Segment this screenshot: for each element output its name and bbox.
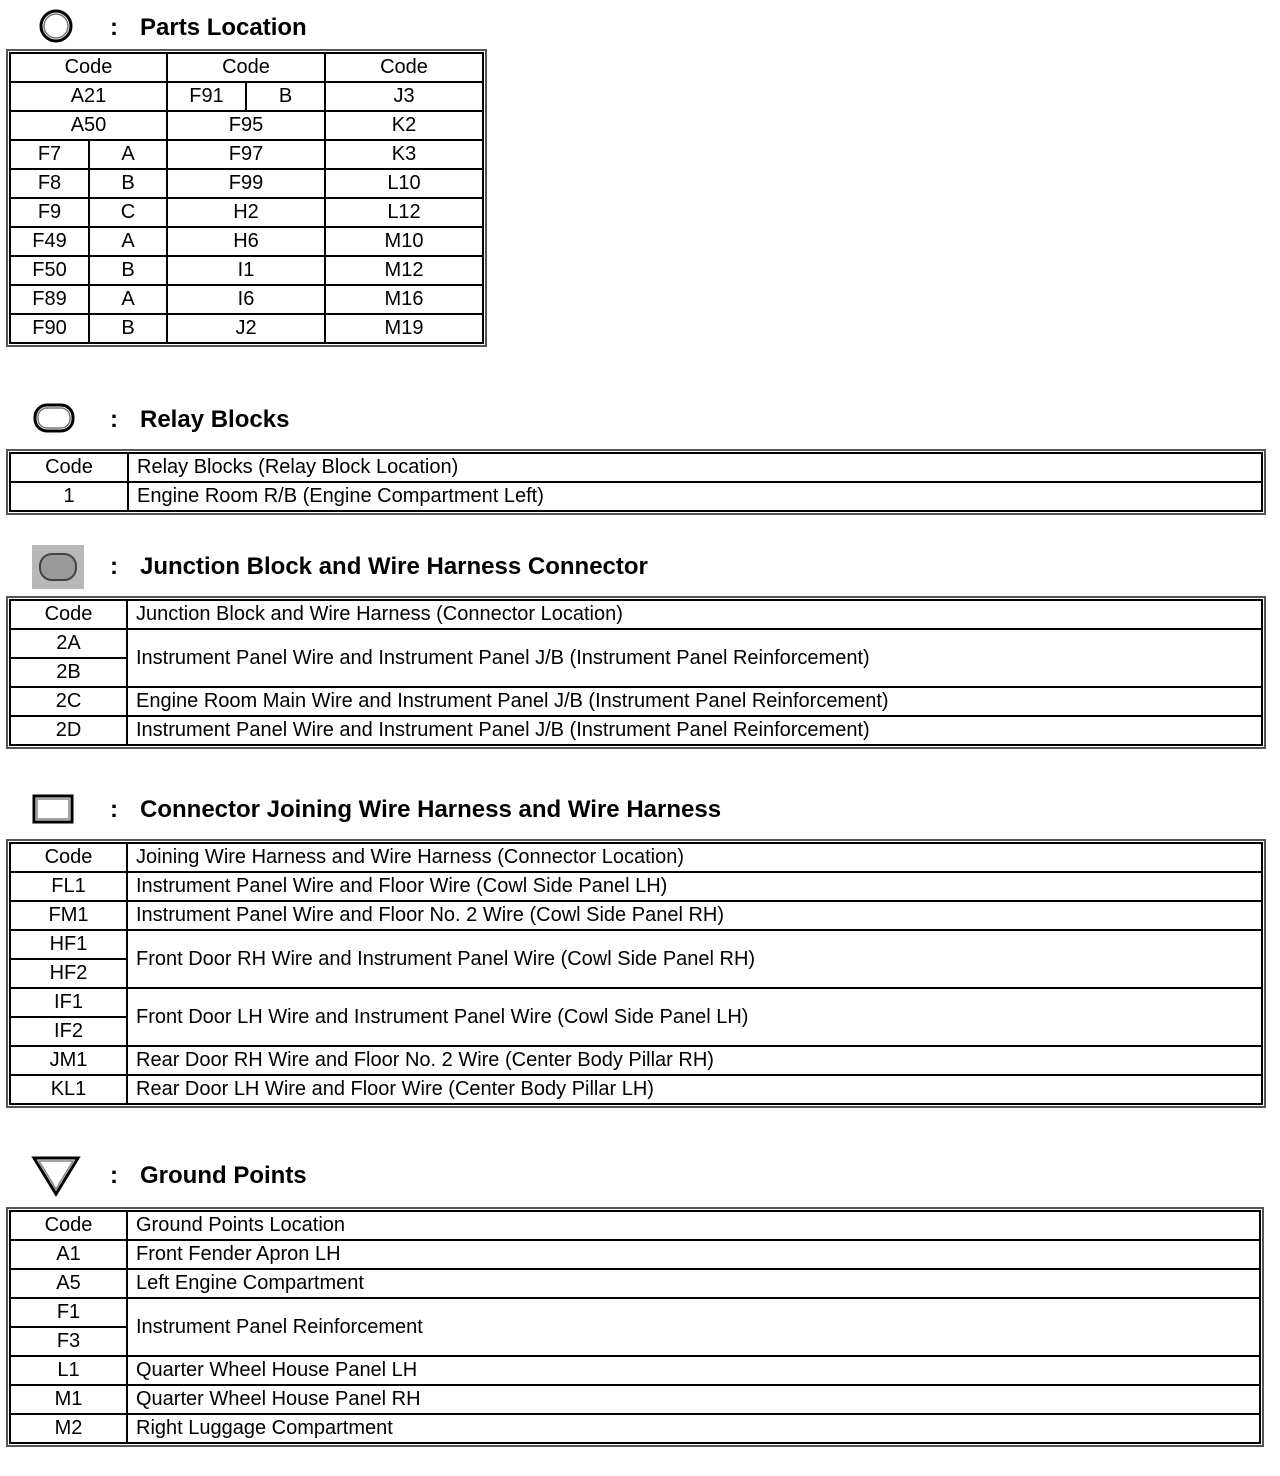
table-header-row <box>10 600 1262 629</box>
code-cell: FL1 <box>10 872 127 901</box>
table-row <box>10 930 1262 959</box>
shaded-rounded-rect-icon <box>28 545 88 589</box>
section-title: Relay Blocks <box>140 406 290 433</box>
section-title: Junction Block and Wire Harness Connector <box>140 553 648 580</box>
code-cell: F97 <box>167 140 325 169</box>
code-cell: FM1 <box>10 901 127 930</box>
code-cell: M19 <box>325 314 483 343</box>
suffix-cell: B <box>89 256 167 285</box>
description-cell: Front Door LH Wire and Instrument Panel Wire (Cowl Side Panel LH) <box>127 988 1262 1046</box>
code-cell: M16 <box>325 285 483 314</box>
code-cell: 2D <box>10 716 127 745</box>
table-row <box>10 872 1262 901</box>
description-cell: Front Door RH Wire and Instrument Panel Wire (Cowl Side Panel RH) <box>127 930 1262 988</box>
description-cell: Instrument Panel Wire and Instrument Panel J/B (Instrument Panel Reinforcement) <box>127 629 1262 687</box>
table-row <box>10 1269 1260 1298</box>
parts-location-table <box>9 52 484 344</box>
table-row <box>10 1356 1260 1385</box>
table-row <box>10 901 1262 930</box>
code-cell: A5 <box>10 1269 127 1298</box>
table-row <box>10 169 483 198</box>
code-cell: F91 <box>167 82 246 111</box>
code-cell: 2C <box>10 687 127 716</box>
description-cell: Right Luggage Compartment <box>127 1414 1260 1443</box>
header-cell: Code <box>10 843 127 872</box>
description-cell: Quarter Wheel House Panel LH <box>127 1356 1260 1385</box>
table-row <box>10 82 483 111</box>
heading-colon: : <box>110 14 118 41</box>
code-cell: M2 <box>10 1414 127 1443</box>
heading-colon: : <box>110 553 118 580</box>
description-cell: Engine Room R/B (Engine Compartment Left) <box>128 482 1262 511</box>
heading-colon: : <box>110 1162 118 1189</box>
table-row <box>10 1075 1262 1104</box>
code-cell: F3 <box>10 1327 127 1356</box>
table-header-row <box>10 843 1262 872</box>
code-cell: H6 <box>167 227 325 256</box>
code-cell: H2 <box>167 198 325 227</box>
header-cell: Relay Blocks (Relay Block Location) <box>128 453 1262 482</box>
section-title: Parts Location <box>140 14 307 41</box>
suffix-cell: B <box>89 314 167 343</box>
heading-colon: : <box>110 796 118 823</box>
circle-outline-icon <box>28 6 88 46</box>
rounded-rect-outline-icon <box>28 398 88 438</box>
table-header-row <box>10 53 483 82</box>
table-row <box>10 1298 1260 1327</box>
code-cell: M10 <box>325 227 483 256</box>
table-row <box>10 285 483 314</box>
code-cell: F99 <box>167 169 325 198</box>
header-cell: Code <box>10 453 128 482</box>
table-row <box>10 227 483 256</box>
description-cell: Rear Door RH Wire and Floor No. 2 Wire (Center Body Pillar RH) <box>127 1046 1262 1075</box>
rectangle-outline-icon <box>28 788 88 828</box>
table-header-row <box>10 453 1262 482</box>
connector-joining-table <box>9 842 1263 1105</box>
code-cell: K3 <box>325 140 483 169</box>
section-title: Ground Points <box>140 1162 307 1189</box>
header-cell: Code <box>10 53 167 82</box>
table-row <box>10 687 1262 716</box>
table-row <box>10 629 1262 658</box>
description-cell: Engine Room Main Wire and Instrument Panel J/B (Instrument Panel Reinforcement) <box>127 687 1262 716</box>
code-cell: F8 <box>10 169 89 198</box>
description-cell: Front Fender Apron LH <box>127 1240 1260 1269</box>
code-cell: J2 <box>167 314 325 343</box>
suffix-cell: A <box>89 285 167 314</box>
code-cell: L10 <box>325 169 483 198</box>
description-cell: Instrument Panel Wire and Floor No. 2 Wire (Cowl Side Panel RH) <box>127 901 1262 930</box>
suffix-cell: A <box>89 140 167 169</box>
relay-blocks-table <box>9 452 1263 512</box>
suffix-cell: A <box>89 227 167 256</box>
code-cell: I6 <box>167 285 325 314</box>
section-title: Connector Joining Wire Harness and Wire Harness <box>140 796 722 823</box>
table-row <box>10 716 1262 745</box>
code-cell: F95 <box>167 111 325 140</box>
code-cell: JM1 <box>10 1046 127 1075</box>
table-row <box>10 482 1262 511</box>
code-cell: F9 <box>10 198 89 227</box>
suffix-cell: B <box>246 82 325 111</box>
code-cell: IF2 <box>10 1017 127 1046</box>
code-cell: M1 <box>10 1385 127 1414</box>
header-cell: Joining Wire Harness and Wire Harness (Connector Location) <box>127 843 1262 872</box>
code-cell: F90 <box>10 314 89 343</box>
table-row <box>10 198 483 227</box>
table-row <box>10 314 483 343</box>
table-row <box>10 1240 1260 1269</box>
code-cell: K2 <box>325 111 483 140</box>
code-cell: IF1 <box>10 988 127 1017</box>
header-cell: Code <box>10 600 127 629</box>
ground-points-table <box>9 1210 1261 1444</box>
code-cell: F49 <box>10 227 89 256</box>
header-cell: Code <box>167 53 325 82</box>
junction-block-table <box>9 599 1263 746</box>
header-cell: Code <box>10 1211 127 1240</box>
code-cell: J3 <box>325 82 483 111</box>
table-row <box>10 256 483 285</box>
header-cell: Junction Block and Wire Harness (Connector Location) <box>127 600 1262 629</box>
table-row <box>10 111 483 140</box>
code-cell: A21 <box>10 82 167 111</box>
code-cell: F7 <box>10 140 89 169</box>
code-cell: 1 <box>10 482 128 511</box>
code-cell: 2A <box>10 629 127 658</box>
description-cell: Quarter Wheel House Panel RH <box>127 1385 1260 1414</box>
suffix-cell: B <box>89 169 167 198</box>
suffix-cell: C <box>89 198 167 227</box>
heading-colon: : <box>110 406 118 433</box>
table-row <box>10 140 483 169</box>
table-row <box>10 1414 1260 1443</box>
code-cell: M12 <box>325 256 483 285</box>
code-cell: L1 <box>10 1356 127 1385</box>
triangle-down-outline-icon <box>28 1154 88 1198</box>
code-cell: A1 <box>10 1240 127 1269</box>
code-cell: F1 <box>10 1298 127 1327</box>
header-cell: Ground Points Location <box>127 1211 1260 1240</box>
table-header-row <box>10 1211 1260 1240</box>
code-cell: HF1 <box>10 930 127 959</box>
code-cell: F89 <box>10 285 89 314</box>
description-cell: Instrument Panel Wire and Instrument Panel J/B (Instrument Panel Reinforcement) <box>127 716 1262 745</box>
description-cell: Instrument Panel Reinforcement <box>127 1298 1260 1356</box>
description-cell: Left Engine Compartment <box>127 1269 1260 1298</box>
table-row <box>10 1385 1260 1414</box>
code-cell: 2B <box>10 658 127 687</box>
description-cell: Instrument Panel Wire and Floor Wire (Cowl Side Panel LH) <box>127 872 1262 901</box>
table-row <box>10 1046 1262 1075</box>
code-cell: L12 <box>325 198 483 227</box>
description-cell: Rear Door LH Wire and Floor Wire (Center Body Pillar LH) <box>127 1075 1262 1104</box>
code-cell: KL1 <box>10 1075 127 1104</box>
code-cell: A50 <box>10 111 167 140</box>
table-row <box>10 988 1262 1017</box>
code-cell: I1 <box>167 256 325 285</box>
header-cell: Code <box>325 53 483 82</box>
code-cell: F50 <box>10 256 89 285</box>
code-cell: HF2 <box>10 959 127 988</box>
